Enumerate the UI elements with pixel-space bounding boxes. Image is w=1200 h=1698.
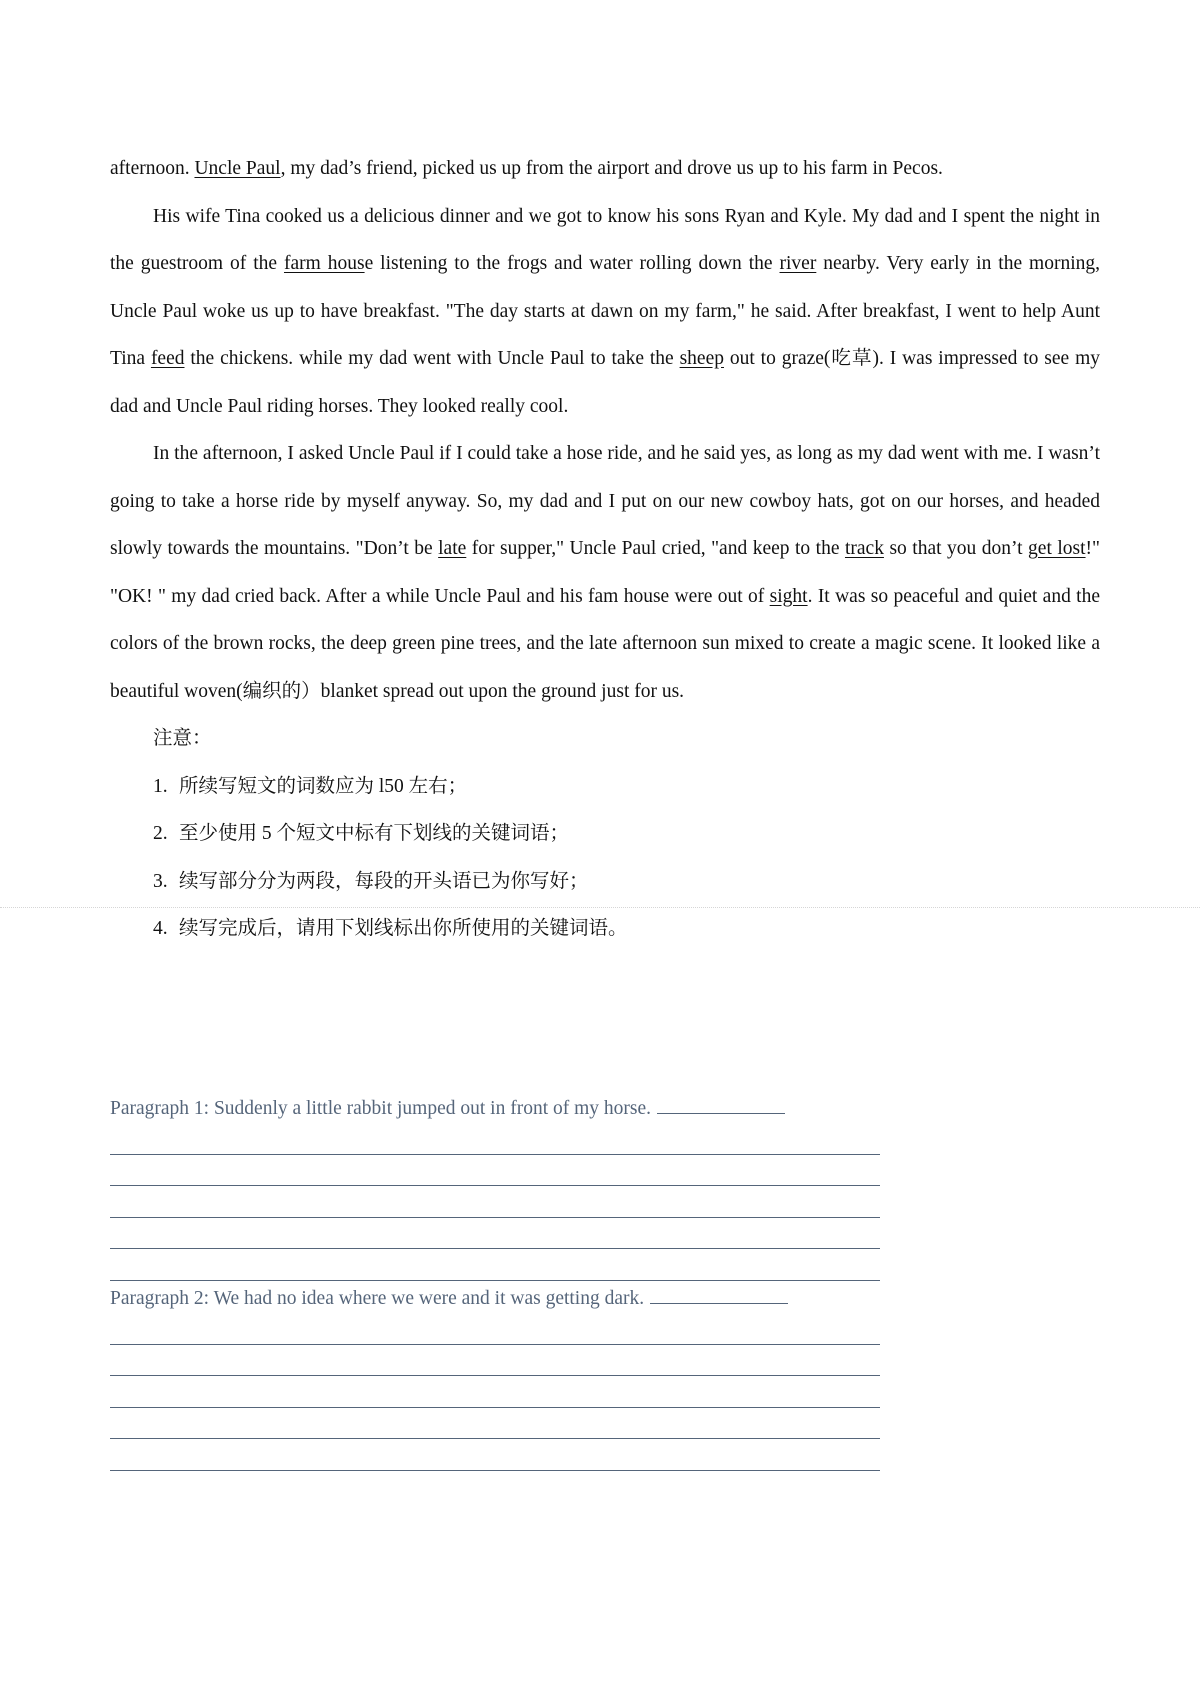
paragraph-1-prompt: Paragraph 1: Suddenly a little rabbit jumped out in front of my horse. <box>110 1098 652 1119</box>
writing-line[interactable] <box>110 1408 880 1440</box>
writing-line[interactable] <box>110 1123 880 1155</box>
note-text: 续写部分分为两段，每段的开头语已为你写好； <box>179 870 589 892</box>
key-word: sight <box>769 585 808 607</box>
note-number: 2. <box>153 823 168 844</box>
passage-paragraph-2: His wife Tina cooked us a delicious dinner and we got to know his sons Ryan and Kyle. My dad and I spent the night in the guestroom of the farm house listening to the frogs and water rolling down the river nearby. Very early in the morning, Uncle Paul woke us up to have breakfast. "The day starts at dawn on my farm," he said. After breakfast, I went to help Aunt Tina feed the chickens. while my dad went with Uncle Paul to take the sheep out to graze(吃草). I was impressed to see my dad and Uncle Paul riding horses. They looked really cool. <box>110 205 1101 417</box>
paragraph-2-blank[interactable] <box>650 1301 788 1304</box>
note-item <box>153 763 1100 811</box>
page-divider <box>0 907 1200 908</box>
writing-line[interactable] <box>110 1186 880 1218</box>
note-number: 1. <box>153 775 168 797</box>
reading-passage <box>110 145 1100 953</box>
notes-section <box>110 715 1100 953</box>
key-word: late <box>438 538 467 559</box>
passage-paragraph-1: afternoon. Uncle Paul, my dad’s friend, picked us up from the airport and drove us up to his farm in Pecos. <box>110 158 943 179</box>
writing-line[interactable] <box>110 1439 880 1471</box>
paragraph-1-writing-area <box>110 1095 880 1281</box>
key-word: track <box>844 538 884 559</box>
paragraph-1-blank[interactable] <box>657 1111 785 1114</box>
note-item <box>153 858 1100 906</box>
note-item <box>153 810 1100 858</box>
key-word: Uncle Paul <box>194 158 281 179</box>
writing-line[interactable] <box>110 1345 880 1377</box>
note-text: 续写完成后，请用下划线标出你所使用的关键词语。 <box>179 918 628 939</box>
paragraph-2-prompt: Paragraph 2: We had no idea where we were and it was getting dark. <box>110 1288 645 1309</box>
passage-paragraph-3: In the afternoon, I asked Uncle Paul if I could take a hose ride, and he said yes, as long as my dad went with me. I wasn’t going to take a horse ride by myself anyway. So, my dad and I put on our new cowboy hats, got on our horses, and headed slowly towards the mountains. "Don’t be late for supper," Uncle Paul cried, "and keep to the track so that you don’t get lost!" "OK! " my dad cried back. After a while Uncle Paul and his fam house were out of sight. It was so peaceful and quiet and the colors of the brown rocks, the deep green pine trees, and the late afternoon sun mixed to create a magic scene. It looked like a beautiful woven(编织的）blanket spread out upon the ground just for us. <box>110 443 1101 702</box>
paragraph-2-lines <box>110 1313 880 1471</box>
note-item <box>153 905 1100 953</box>
key-word: get lost <box>1028 538 1086 559</box>
key-word: feed <box>150 348 185 369</box>
key-word: farm hous <box>283 253 365 274</box>
note-text: 至少使用 5 个短文中标有下划线的关键词语； <box>179 823 570 844</box>
writing-line[interactable] <box>110 1155 880 1187</box>
note-text: 所续写短文的词数应为 l50 左右； <box>179 775 468 797</box>
writing-line[interactable] <box>110 1376 880 1408</box>
key-word: river <box>779 253 817 274</box>
paragraph-2-writing-area <box>110 1285 880 1471</box>
key-word: sheep <box>679 348 724 369</box>
writing-line[interactable] <box>110 1249 880 1281</box>
notes-heading: 注意： <box>153 728 212 749</box>
note-number: 3. <box>153 870 168 892</box>
writing-line[interactable] <box>110 1218 880 1250</box>
note-number: 4. <box>153 918 168 939</box>
writing-line[interactable] <box>110 1313 880 1345</box>
paragraph-1-lines <box>110 1123 880 1281</box>
